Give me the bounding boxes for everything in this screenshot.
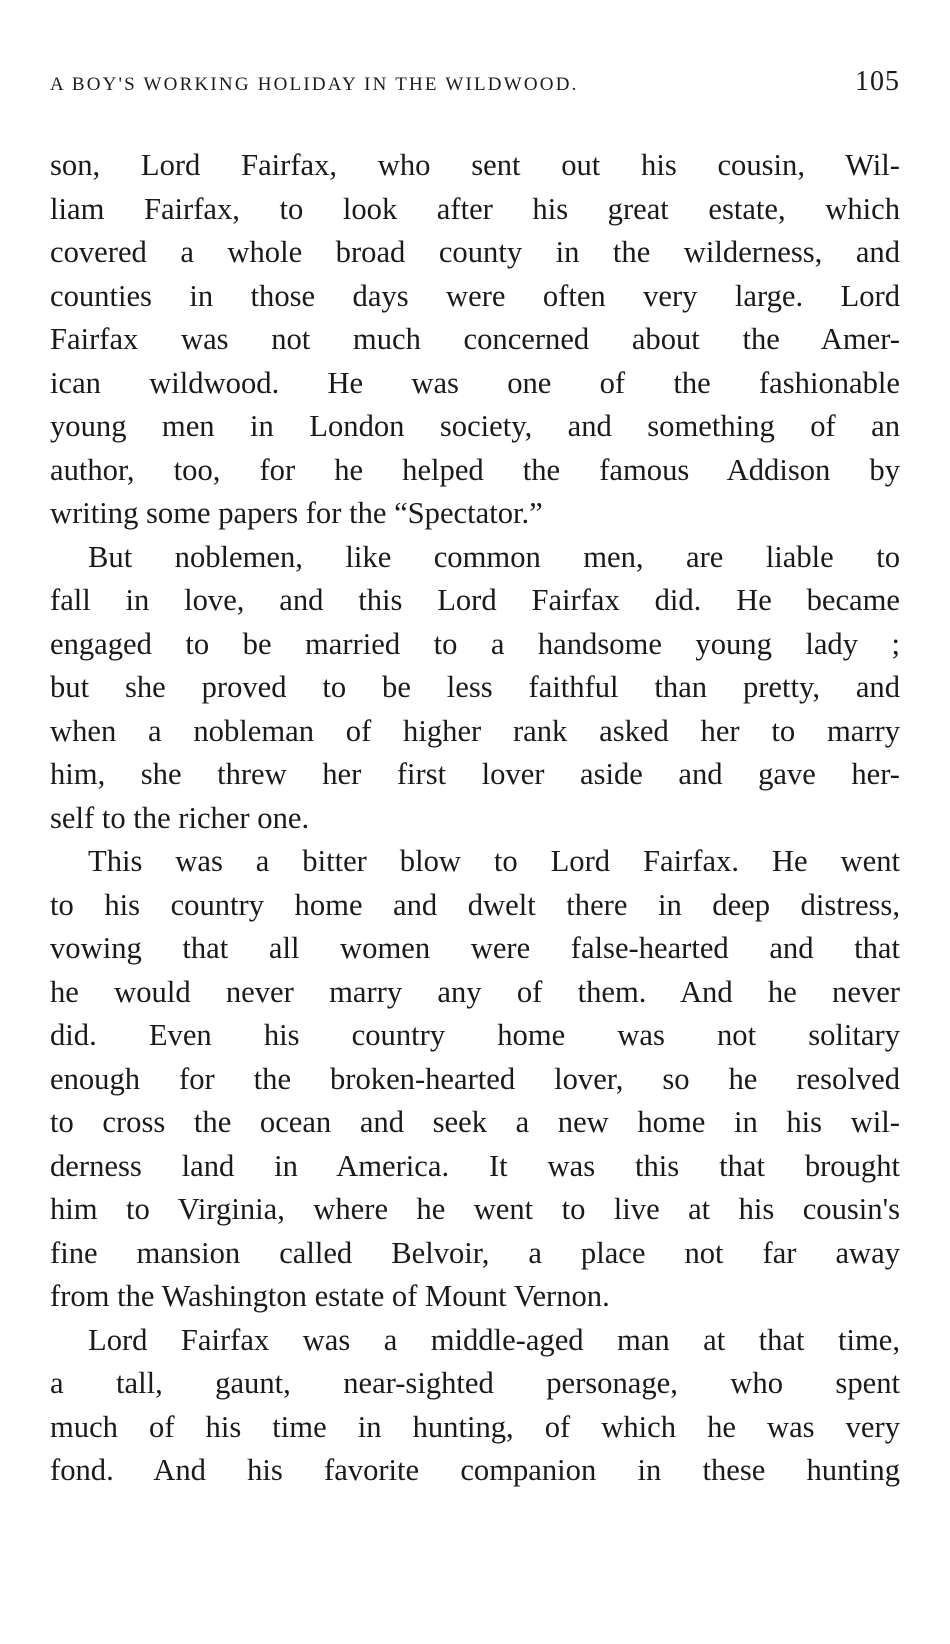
- text-line: derness land in America. It was this that brought: [50, 1148, 900, 1183]
- paragraph: [50, 536, 900, 841]
- text-line: writing some papers for the “Spectator.”: [50, 496, 543, 530]
- running-head: [50, 66, 900, 116]
- paragraph: [50, 840, 900, 1319]
- text-line: from the Washington estate of Mount Vernon.: [50, 1279, 610, 1313]
- text-line: but she proved to be less faithful than pretty, and: [50, 670, 900, 704]
- text-line: covered a whole broad county in the wilderness, and: [50, 235, 900, 269]
- text-line: engaged to be married to a handsome young lady ;: [50, 626, 900, 661]
- text-line: But noblemen, like common men, are liable to: [88, 539, 900, 574]
- text-line: much of his time in hunting, of which he was very: [50, 1409, 900, 1444]
- text-line: fall in love, and this Lord Fairfax did. He became: [50, 583, 900, 617]
- page-number: 105: [855, 66, 900, 97]
- text-line: son, Lord Fairfax, who sent out his cousin, Wil-: [50, 148, 900, 182]
- text-line: author, too, for he helped the famous Addison by: [50, 452, 900, 487]
- text-line: liam Fairfax, to look after his great estate, which: [50, 191, 900, 226]
- text-line: Fairfax was not much concerned about the Amer-: [50, 322, 900, 356]
- paragraph: [50, 144, 900, 536]
- book-page: [50, 66, 900, 1493]
- text-line: a tall, gaunt, near-sighted personage, who spent: [50, 1366, 900, 1400]
- text-line: counties in those days were often very large. Lord: [50, 278, 900, 313]
- text-line: This was a bitter blow to Lord Fairfax. He went: [88, 844, 900, 878]
- text-line: fond. And his favorite companion in these hunting: [50, 1453, 900, 1487]
- text-line: when a nobleman of higher rank asked her to marry: [50, 713, 900, 748]
- text-line: to cross the ocean and seek a new home in his wil-: [50, 1105, 900, 1139]
- text-line: enough for the broken-hearted lover, so he resolved: [50, 1061, 900, 1096]
- text-line: vowing that all women were false-hearted and that: [50, 931, 900, 965]
- text-line: him, she threw her first lover aside and gave her-: [50, 757, 900, 791]
- text-line: he would never marry any of them. And he never: [50, 974, 900, 1009]
- text-line: fine mansion called Belvoir, a place not far away: [50, 1235, 900, 1270]
- text-line: young men in London society, and something of an: [50, 409, 900, 443]
- body-text: [50, 144, 900, 1493]
- running-title: A BOY'S WORKING HOLIDAY IN THE WILDWOOD.: [50, 74, 579, 95]
- text-line: self to the richer one.: [50, 800, 310, 835]
- text-line: to his country home and dwelt there in deep distress,: [50, 887, 900, 922]
- text-line: Lord Fairfax was a middle-aged man at that time,: [88, 1322, 900, 1357]
- text-line: ican wildwood. He was one of the fashionable: [50, 365, 900, 400]
- paragraph: [50, 1319, 900, 1493]
- text-line: did. Even his country home was not solitary: [50, 1018, 900, 1052]
- text-line: him to Virginia, where he went to live at his cousin's: [50, 1192, 900, 1226]
